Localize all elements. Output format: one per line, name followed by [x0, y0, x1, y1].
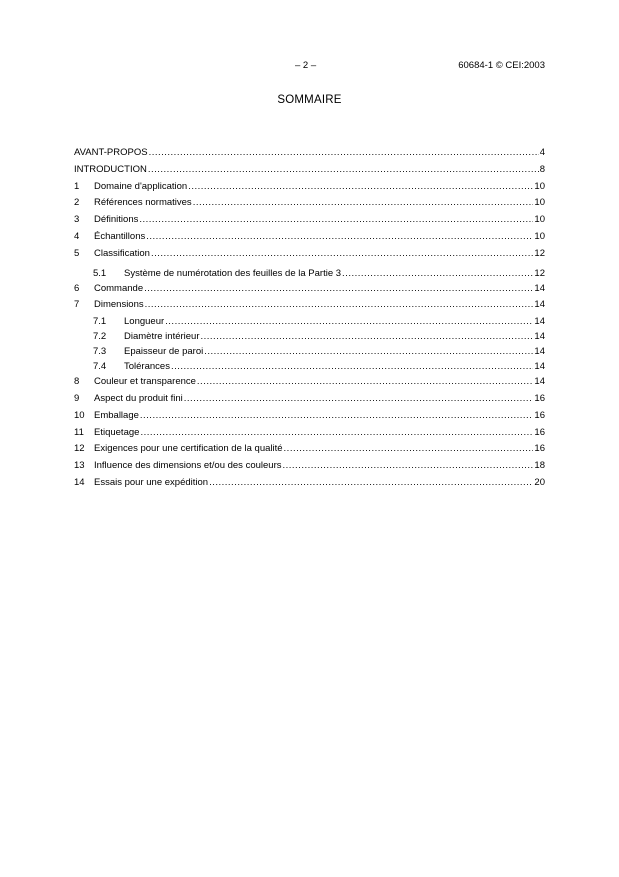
- toc-entry-number: 6: [74, 282, 80, 294]
- toc-entry-page: 10: [534, 230, 545, 242]
- toc-entry-page: 14: [534, 361, 545, 373]
- toc-leader-dots: [139, 212, 533, 229]
- toc-entry-number: 1: [74, 180, 80, 192]
- toc-entry-page: 14: [534, 282, 545, 294]
- toc-entry-label: Influence des dimensions et/ou des couleurs: [94, 460, 282, 472]
- toc-entry-7-4[interactable]: [74, 359, 545, 374]
- toc-entry-2[interactable]: [74, 195, 545, 212]
- toc-leader-dots: [145, 297, 534, 314]
- toc-entry-4[interactable]: [74, 229, 545, 246]
- toc-leader-dots: [146, 229, 533, 246]
- toc-leader-dots: [140, 408, 534, 425]
- toc-entry-label: Diamètre intérieur: [124, 331, 200, 343]
- page-number: – 2 –: [295, 60, 317, 71]
- toc-entry-label: Définitions: [94, 214, 139, 226]
- toc-entry-page: 4: [539, 147, 545, 158]
- toc-entry-number: 9: [74, 392, 80, 404]
- toc-entry-page: 16: [534, 409, 545, 421]
- toc-entry-7-3[interactable]: [74, 344, 545, 359]
- toc-entry-page: 10: [534, 180, 545, 192]
- toc-entry-number: 12: [74, 443, 85, 455]
- toc-leader-dots: [209, 475, 533, 492]
- toc-entry-introduction[interactable]: [74, 162, 545, 179]
- toc-entry-14[interactable]: [74, 475, 545, 492]
- toc-entry-page: 8: [539, 163, 545, 175]
- toc-entry-number: 10: [74, 409, 85, 421]
- toc-entry-7[interactable]: [74, 297, 545, 314]
- toc-leader-dots: [184, 391, 534, 408]
- toc-entry-page: 14: [534, 316, 545, 328]
- toc-entry-label: Exigences pour une certification de la qualité: [94, 443, 283, 455]
- toc-entry-label: Couleur et transparence: [94, 376, 196, 388]
- toc-leader-dots: [151, 246, 533, 263]
- toc-entry-number: 4: [74, 230, 80, 242]
- toc-entry-number: 5.1: [93, 267, 107, 279]
- toc-entry-7-2[interactable]: [74, 329, 545, 344]
- toc-entry-page: 18: [534, 460, 545, 472]
- toc-leader-dots: [201, 329, 534, 344]
- toc-entry-number: 7.2: [93, 331, 107, 343]
- toc-entry-label: Tolérances: [124, 361, 170, 373]
- toc-entry-page: 20: [534, 476, 545, 488]
- toc-entry-number: 14: [74, 476, 85, 488]
- toc-entry-label: Epaisseur de paroi: [124, 346, 204, 358]
- toc-leader-dots: [148, 162, 539, 179]
- toc-leader-dots: [149, 145, 539, 162]
- standard-reference: 60684-1 © CEI:2003: [458, 60, 545, 71]
- page-header: [0, 60, 619, 74]
- toc-entry-number: 13: [74, 460, 85, 472]
- toc-entry-label: Essais pour une expédition: [94, 476, 209, 488]
- toc-entry-label: INTRODUCTION: [74, 163, 147, 175]
- toc-entry-label: Dimensions: [94, 299, 144, 311]
- toc-entry-page: 16: [534, 392, 545, 404]
- toc-entry-7-1[interactable]: [74, 314, 545, 329]
- toc-entry-10[interactable]: [74, 408, 545, 425]
- toc-entry-11[interactable]: [74, 425, 545, 442]
- toc-entry-12[interactable]: [74, 441, 545, 458]
- toc-entry-number: 5: [74, 247, 80, 259]
- toc-entry-label: Aspect du produit fini: [94, 392, 183, 404]
- toc-entry-number: 7.3: [93, 346, 107, 358]
- toc-entry-label: Domaine d'application: [94, 180, 188, 192]
- toc-leader-dots: [193, 195, 534, 212]
- toc-entry-number: 8: [74, 376, 80, 388]
- toc-leader-dots: [144, 281, 533, 298]
- toc-entry-label: AVANT-PROPOS: [74, 147, 148, 158]
- toc-entry-label: Commande: [94, 282, 144, 294]
- toc-leader-dots: [140, 425, 533, 442]
- toc-leader-dots: [204, 344, 533, 359]
- toc-leader-dots: [188, 179, 533, 196]
- toc-entry-number: 7: [74, 299, 80, 311]
- toc-leader-dots: [165, 314, 533, 329]
- toc-entry-page: 14: [534, 331, 545, 343]
- toc-entry-13[interactable]: [74, 458, 545, 475]
- toc-entry-5-1[interactable]: [74, 266, 545, 281]
- toc-entry-3[interactable]: [74, 212, 545, 229]
- page-title: SOMMAIRE: [277, 94, 342, 106]
- toc-leader-dots: [282, 458, 533, 475]
- toc-leader-dots: [342, 266, 533, 281]
- toc-entry-page: 10: [534, 214, 545, 226]
- toc-entry-8[interactable]: [74, 374, 545, 391]
- table-of-contents: [74, 145, 545, 492]
- toc-entry-number: 2: [74, 197, 80, 209]
- toc-entry-number: 7.1: [93, 316, 107, 328]
- toc-entry-6[interactable]: [74, 281, 545, 298]
- toc-entry-label: Classification: [94, 247, 150, 259]
- toc-entry-1[interactable]: [74, 179, 545, 196]
- toc-entry-5[interactable]: [74, 246, 545, 263]
- toc-entry-avant-propos[interactable]: [74, 145, 545, 162]
- toc-entry-page: 16: [534, 443, 545, 455]
- toc-entry-label: Échantillons: [94, 230, 146, 242]
- toc-entry-label: Références normatives: [94, 197, 192, 209]
- toc-leader-dots: [197, 374, 534, 391]
- toc-entry-number: 3: [74, 214, 80, 226]
- toc-entry-label: Longueur: [124, 316, 165, 328]
- toc-entry-label: Emballage: [94, 409, 139, 421]
- toc-leader-dots: [171, 359, 533, 374]
- toc-entry-page: 12: [534, 267, 545, 279]
- toc-entry-page: 14: [534, 376, 545, 388]
- toc-leader-dots: [284, 441, 534, 458]
- toc-entry-number: 11: [74, 426, 84, 438]
- toc-entry-number: 7.4: [93, 361, 107, 373]
- toc-entry-page: 14: [534, 346, 545, 358]
- toc-entry-label: Système de numérotation des feuilles de la Partie 3: [124, 267, 342, 279]
- toc-entry-page: 14: [534, 299, 545, 311]
- toc-entry-page: 12: [534, 247, 545, 259]
- toc-entry-page: 16: [534, 426, 545, 438]
- toc-entry-page: 10: [534, 197, 545, 209]
- toc-entry-label: Etiquetage: [94, 426, 140, 438]
- toc-entry-9[interactable]: [74, 391, 545, 408]
